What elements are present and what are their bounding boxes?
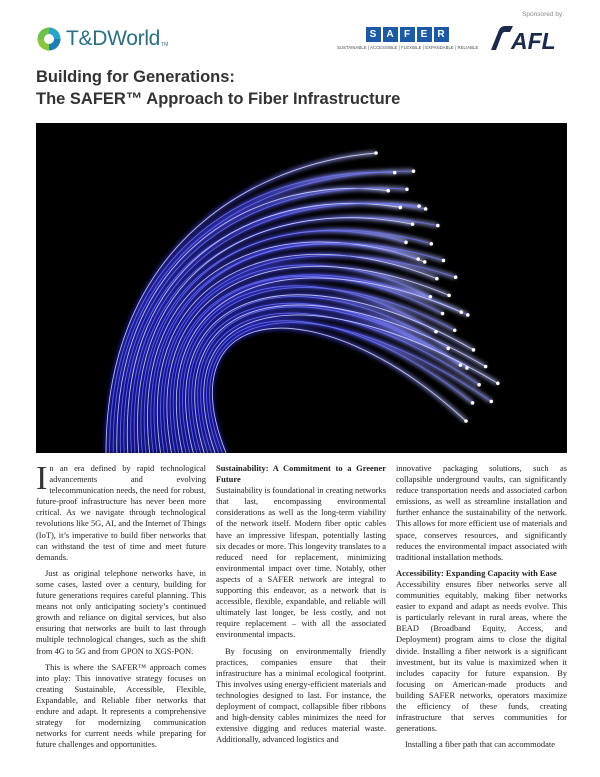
- section-heading-sustainability: Sustainability: A Commitment to a Greener Future: [216, 463, 386, 485]
- body-paragraph: Installing a fiber path that can accommodate: [405, 739, 555, 750]
- sponsored-label: Sponsored by:: [522, 11, 564, 18]
- fiber-strand: [210, 323, 492, 453]
- fiber-tip: [404, 241, 408, 245]
- fiber-optic-strands-illustration: [36, 123, 567, 453]
- section-heading-accessibility: Accessibility: Expanding Capacity with Ease: [396, 567, 557, 578]
- safer-tagline: SUSTAINABLE | ACCESSIBLE | FLEXIBLE | EXPANDABLE | RELIABLE: [337, 45, 479, 50]
- afl-wordmark: AFL: [511, 28, 556, 52]
- article-column-1: [36, 460, 206, 755]
- fiber-tip: [471, 401, 475, 405]
- fiber-tip: [386, 189, 390, 193]
- fiber-tip: [466, 313, 470, 317]
- fiber-tip: [423, 260, 427, 264]
- fiber-tip: [459, 363, 463, 367]
- fiber-tip: [441, 312, 445, 316]
- body-paragraph: Just as original telephone networks have, in some cases, lasted over a century, building for future generations requires careful planning. This means not only anticipating society’s continued growth and reliance on digital services, but also ensuring that networks are built to last through multiple technological changes, such as the shift from 4G to 5G and from GPON to XGS-PON.: [36, 567, 206, 656]
- safer-letter: S: [366, 27, 381, 42]
- fiber-tip: [465, 366, 469, 370]
- fiber-tip: [484, 365, 488, 369]
- fiber-tip: [411, 222, 415, 226]
- fiber-tip: [417, 204, 421, 208]
- fiber-tip: [424, 207, 428, 211]
- hero-image-fiber-strands: [36, 123, 567, 453]
- fiber-tip: [412, 169, 416, 173]
- fiber-tip: [447, 294, 451, 298]
- fiber-tip: [416, 257, 420, 261]
- fiber-tip: [446, 347, 450, 351]
- body-paragraph: Sustainability is foundational in creating networks that last, encompassing environmental considerations as well as the long-term viability of the network itself. Modern fiber optic cables have an impressive lifespan, potentially lasting six decades or more. This longevity translates to a reduced need for replacement, minimizing environmental impact over time. Notably, other aspects of a SAFER network are integral to supporting this endeavor, as a network that is accessible, flexible, expandable, and reliable will ultimately last longer, be less costly, and not require replacement – with all the associated environmental impacts.: [216, 485, 386, 640]
- fiber-tip: [472, 348, 476, 352]
- afl-logo-icon: [489, 24, 567, 52]
- tdworld-globe-icon: [36, 26, 62, 52]
- body-paragraph: innovative packaging solutions, such as collapsible underground vaults, can significantly reduce transportation needs and associated carbon emissions, as well as streamline installation and further enhance the sustainability of the network. This allows for more efficient use of materials and space, conserves resources, and significantly reduces the environmental impact associated with traditional installation methods.: [396, 463, 567, 562]
- fiber-strand: [204, 315, 498, 453]
- fiber-strand-glow: [204, 315, 498, 453]
- fiber-tip: [496, 381, 500, 385]
- fiber-tip: [454, 275, 458, 279]
- fiber-tip: [405, 188, 409, 192]
- article-column-2: [216, 463, 386, 750]
- fiber-tip: [459, 310, 463, 314]
- fiber-tip: [399, 206, 403, 210]
- afl-logo[interactable]: [489, 24, 567, 52]
- fiber-strand-glow: [210, 323, 492, 453]
- fiber-tip: [453, 328, 457, 332]
- safer-logo: [337, 27, 477, 50]
- fiber-tip: [489, 400, 493, 404]
- safer-letter: E: [417, 27, 432, 42]
- safer-letter: A: [383, 27, 398, 42]
- tdworld-logo[interactable]: [36, 26, 168, 52]
- fiber-tip: [429, 295, 433, 299]
- fiber-tip: [477, 383, 481, 387]
- intro-paragraph: n an era defined by rapid technological advancements and evolving telecommunication needs, the need for robust, future-proof infrastructure has never been more critical. As we navigate through technological revolutions like 5G, AI, and the Internet of Things (IoT), it’s imperative to build fiber networks that can withstand the test of time and meet future demands.: [36, 463, 206, 562]
- fiber-tip: [436, 224, 440, 228]
- fiber-tip: [374, 151, 378, 155]
- article-title: [36, 66, 400, 110]
- drop-cap: I: [36, 460, 48, 497]
- fiber-tip: [442, 259, 446, 263]
- safer-letter: F: [400, 27, 415, 42]
- fiber-strand-glow: [183, 288, 455, 453]
- title-line-2: The SAFER™ Approach to Fiber Infrastructure: [36, 90, 401, 108]
- body-paragraph: This is where the SAFER™ approach comes into play: This innovative strategy focuses on creating Sustainable, Accessible, Flexible, Expandable, and Reliable fiber networks that endure and adapt. It represents a comprehensive strategy for modernizing communication networks for current needs while preparing for future challenges and opportunities.: [36, 661, 206, 750]
- tdworld-wordmark: T&DWorld: [66, 27, 161, 50]
- fiber-tip: [429, 242, 433, 246]
- title-line-1: Building for Generations:: [36, 68, 235, 86]
- article-column-3: [396, 463, 567, 755]
- body-paragraph: Accessibility ensures fiber networks serve all communities equitably, making fiber networks easier to expand and adapt as needs evolve. This is particularly relevant in rural areas, where the BEAD (Broadband Equity, Access, and Deployment) program aims to close the digital divide. Installing a fiber network is a significant investment, but its value is maximized when it includes capacity for future expansion. By focusing on American-made products and building SAFER networks, operators maximize the efficiency of these funds, creating infrastructure that serves communities for generations.: [396, 578, 567, 734]
- fiber-tip: [434, 330, 438, 334]
- body-paragraph: By focusing on environmentally friendly practices, companies ensure that their infrastructure has a minimal ecological footprint. This involves using energy-efficient materials and technologies designed to last. For instance, the deployment of compact, collapsible fiber ribbons and high-density cables minimizes the need for extensive digging and reduces material waste. Additionally, advanced logistics and: [216, 645, 386, 745]
- fiber-tip: [435, 277, 439, 281]
- tdworld-trademark: TM: [161, 42, 169, 48]
- fiber-tip: [464, 419, 468, 423]
- safer-letter: R: [434, 27, 449, 42]
- fiber-tip: [393, 171, 397, 175]
